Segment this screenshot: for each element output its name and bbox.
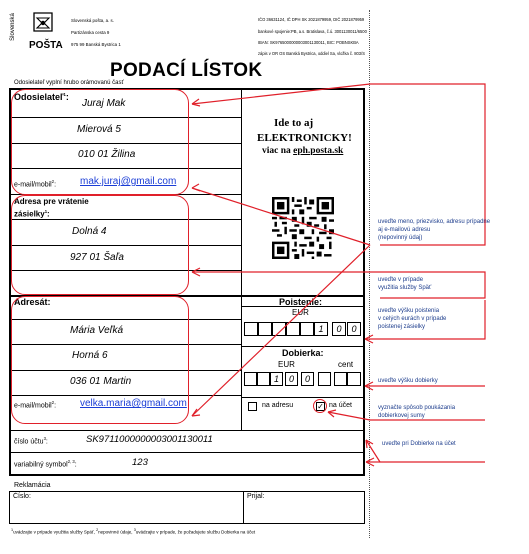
complaint-received-label: Prijal: [247, 493, 265, 500]
annotation-cod-method-1: vyznačte spôsob poukázania [378, 405, 456, 411]
vs-value[interactable]: 123 [132, 457, 148, 468]
cod-account-checkbox[interactable]: ✓ [317, 402, 324, 411]
reg-line-4: zápis v OR OS Banská Bystrica, oddiel Sa, vložka č. 803/S [258, 51, 365, 56]
recipient-street[interactable]: Horná 6 [72, 350, 108, 361]
annotation-sender-3: (nepovinný údaj) [378, 235, 423, 241]
return-city[interactable]: 927 01 Šaľa [70, 252, 124, 263]
sender-label: Odosielateľ$^1$: [14, 92, 69, 102]
page-title: PODACÍ LÍSTOK [110, 60, 263, 81]
annotation-insurance-1: uveďte výšku poistenia [378, 308, 440, 314]
cod-digit-2[interactable]: 0 [285, 372, 298, 386]
insurance-digit-3[interactable]: 0 [347, 322, 361, 336]
sender-email[interactable]: mak.juraj@gmail.com [80, 176, 177, 187]
insurance-digit-1[interactable]: 1 [314, 322, 328, 336]
company-line-1: Slovenská pošta, a. s. [71, 18, 114, 23]
insurance-currency: EUR [292, 308, 309, 317]
recipient-city[interactable]: 036 01 Martin [70, 376, 132, 387]
cod-digit-1[interactable]: 1 [270, 372, 283, 386]
cod-label: Dobierka: [282, 348, 324, 358]
cod-cent-label: cent [338, 360, 354, 369]
sender-city[interactable]: 010 01 Žilina [78, 149, 136, 160]
annotation-return-1: uveďte v prípade [378, 277, 424, 283]
page-subtitle: Odosielateľ vyplní hrubo orámovanú časť [14, 80, 124, 86]
cod-address-label: na adresu [262, 402, 294, 409]
reg-line-1: IČO 36631124, IČ DPH SK 2021879959, DIČ 2021879959 [258, 17, 365, 22]
reg-line-3: IBAN: SK9765000000003001130011, BIC: POBNSKBA [258, 40, 359, 45]
complaint-label: Reklamácia [14, 482, 51, 489]
return-label-line2: zásielky$^1$: [14, 209, 50, 219]
annotation-return-2: využitia služby Späť [378, 285, 432, 291]
sender-name[interactable]: Juraj Mak [82, 98, 126, 109]
recipient-name[interactable]: Mária Veľká [70, 325, 124, 336]
annotation-insurance-2: v celých eurách v prípade [378, 316, 447, 322]
company-line-3: 975 99 Banská Bystrica 1 [71, 42, 121, 47]
recipient-label: Adresát: [14, 297, 51, 307]
account-label: číslo účtu$^3$: [14, 436, 48, 446]
promo-line1: Ide to aj [274, 117, 314, 129]
reg-line-2: bankové spojenie:PB, a.s. Bratislava, č.ú. 3001130011/6500 [258, 29, 367, 34]
company-line-2: Partizánska cesta 9 [71, 30, 110, 35]
vs-label: variabilný symbol$^{2, 3}$: [14, 459, 77, 469]
annotation-sender-2: aj e-mailovú adresu [378, 227, 431, 233]
sender-street[interactable]: Mierová 5 [77, 124, 121, 135]
recipient-email-label: e-mail/mobil$^2$: [14, 400, 57, 410]
account-value[interactable]: SK9711000000003001130011 [86, 434, 213, 445]
cod-account-label: na účet [329, 402, 352, 409]
annotation-cod-method-2: dobierkovej sumy [378, 413, 425, 419]
annotation-cod: uveďte výšku dobierky [378, 378, 438, 384]
cod-digit-3[interactable]: 0 [301, 372, 314, 386]
recipient-email[interactable]: velka.maria@gmail.com [80, 398, 187, 409]
return-street[interactable]: Dolná 4 [72, 226, 107, 237]
insurance-digit-2[interactable]: 0 [332, 322, 346, 336]
promo-line2: ELEKTRONICKY! [257, 132, 352, 144]
annotation-insurance-3: poistenej zásielky [378, 324, 426, 330]
logo-side-text: Slovenská [9, 13, 16, 41]
cod-currency: EUR [278, 360, 295, 369]
annotation-sender-1: uveďte meno, priezvisko, adresu prípadne [378, 219, 491, 225]
insurance-label: Poistenie: [279, 297, 323, 307]
annotation-account: uveďte pri Dobierke na účet [382, 441, 456, 447]
return-label-line1: Adresa pre vrátenie [14, 197, 89, 206]
sender-email-label: e-mail/mobil$^2$: [14, 179, 57, 189]
complaint-number-label: Číslo: [13, 493, 31, 500]
promo-line3: viac na eph.posta.sk [262, 146, 344, 156]
logo-text: POŠTA [29, 40, 63, 51]
footnote: $^1$uvádzajte v prípade využitia služby Späť, $^2$nepovinné údaje, $^3$uvádzajte v prípade, že požadujete službu Dobierka na účet [11, 528, 256, 535]
